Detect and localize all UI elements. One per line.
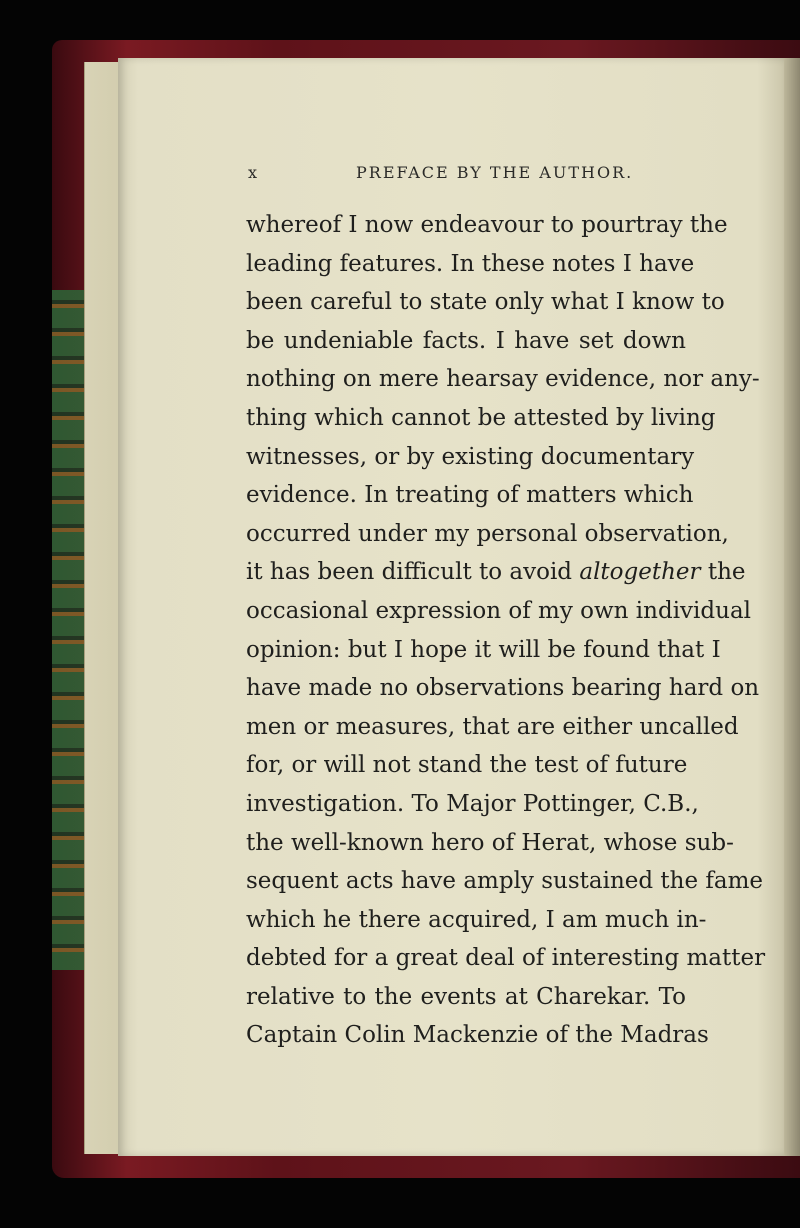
text-line: investigation. To Major Pottinger, C.B., (246, 790, 699, 817)
text-line: witnesses, or by existing documentary (246, 443, 695, 470)
text-line: evidence. In treating of matters which (246, 482, 694, 509)
text-line: occurred under my personal observation, (246, 520, 729, 547)
text-line: debted for a great deal of interesting matter (246, 945, 766, 972)
text-line: occasional expression of my own individual (246, 597, 752, 624)
text-line: relative to the events at Charekar. To (246, 983, 686, 1010)
text-line: leading features. In these notes I have (246, 250, 695, 277)
text-line: nothing on mere hearsay evidence, nor any- (246, 366, 760, 393)
text-line (246, 553, 746, 592)
text-line: men or measures, that are either uncalled (246, 713, 739, 740)
text-line: been careful to state only what I know to (246, 289, 725, 316)
text-segment: it has been difficult to avoid (246, 559, 573, 586)
text-line: have made no observations bearing hard on (246, 675, 760, 702)
text-line: opinion: but I hope it will be found that I (246, 636, 721, 663)
italic-word: altogether (579, 559, 701, 586)
text-line: sequent acts have amply sustained the fame (246, 868, 764, 895)
page-edge (784, 58, 800, 1156)
text-line: be undeniable facts. I have set down (246, 327, 686, 354)
running-header (248, 163, 660, 189)
text-segment: the (707, 559, 746, 586)
text-line: the well-known hero of Herat, whose sub- (246, 829, 734, 856)
running-title: PREFACE BY THE AUTHOR. (356, 163, 634, 182)
text-line: thing which cannot be attested by living (246, 404, 716, 431)
text-line: which he there acquired, I am much in- (246, 906, 707, 933)
text-line: Captain Colin Mackenzie of the Madras (246, 1022, 709, 1049)
page-body (246, 206, 766, 1055)
page-number: x (248, 163, 260, 182)
text-line: whereof I now endeavour to pourtray the (246, 212, 728, 238)
text-line: for, or will not stand the test of future (246, 752, 688, 779)
